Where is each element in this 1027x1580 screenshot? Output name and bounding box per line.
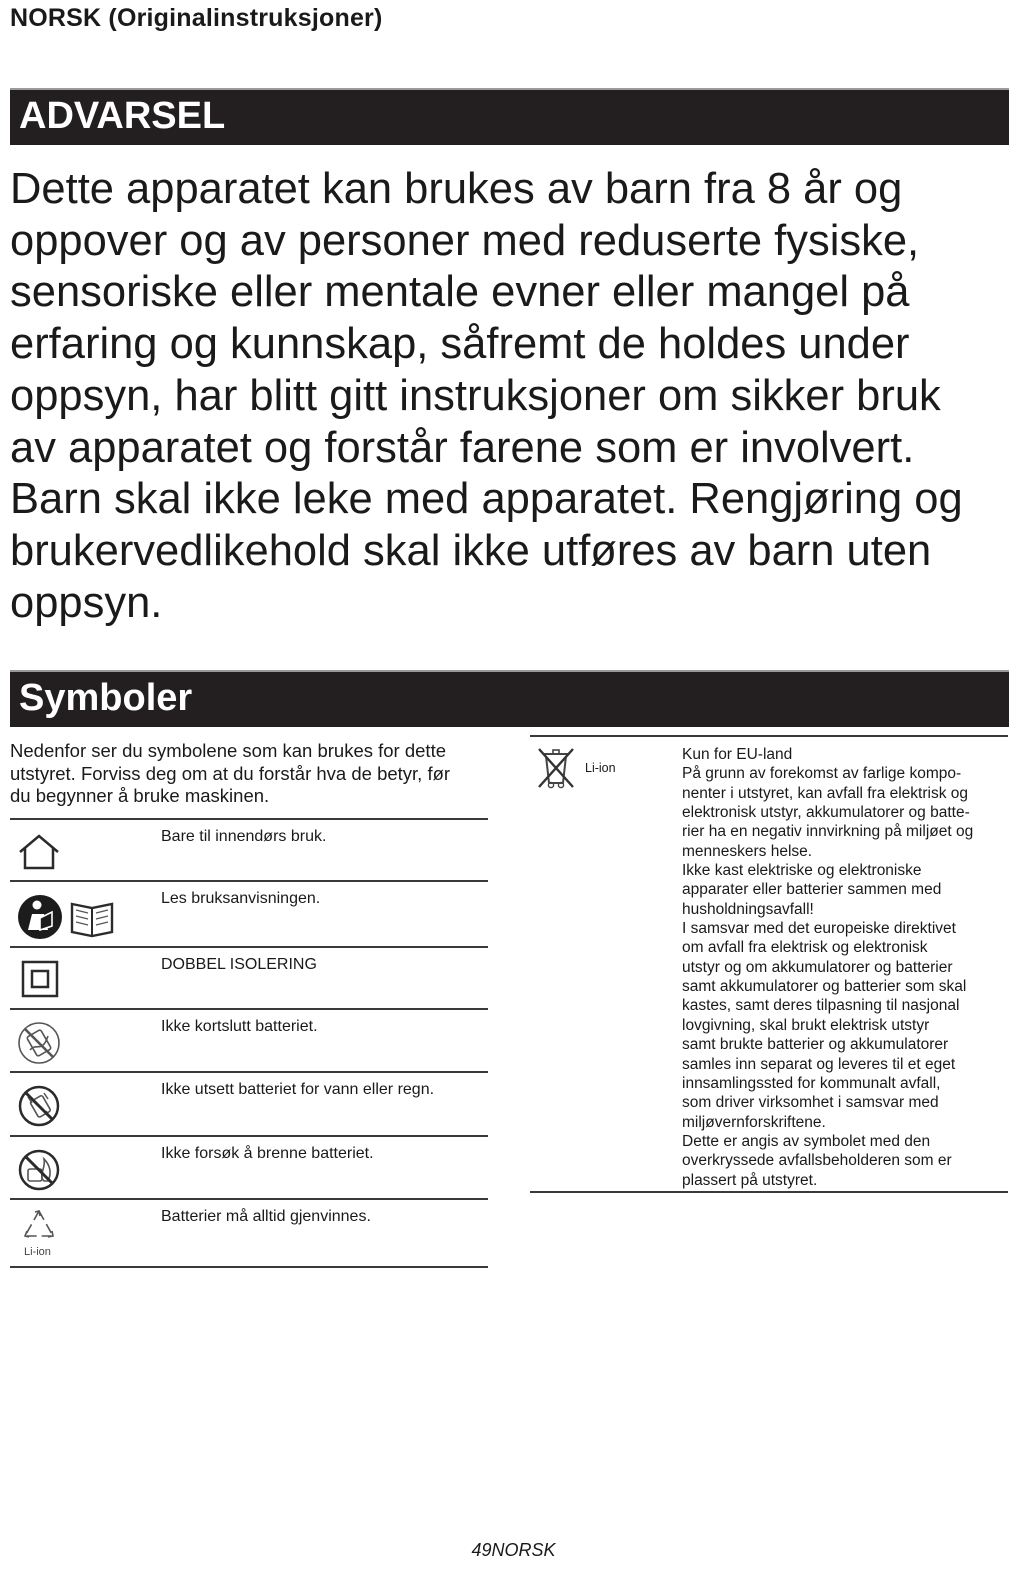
- symbol-text: Bare til innendørs bruk.: [161, 828, 327, 845]
- intro-line: du begynner å bruke maskinen.: [10, 785, 270, 806]
- symbol-text: DOBBEL ISOLERING: [161, 956, 317, 973]
- house-icon: [16, 832, 62, 872]
- warning-line: Barn skal ikke leke med apparatet. Rengjøring og: [10, 475, 963, 524]
- warning-heading: ADVARSEL: [19, 95, 226, 137]
- eu-text-line: samt brukte batterier og akkumulatorer: [682, 1036, 949, 1054]
- symbols-table: [10, 818, 488, 1268]
- recycle-icon: [16, 1208, 62, 1244]
- eu-text-line: som driver virksomhet i samsvar med: [682, 1094, 939, 1112]
- symbol-row-no-short-circuit: [10, 1008, 488, 1071]
- warning-line: oppsyn.: [10, 578, 163, 627]
- symbol-row-no-water: [10, 1071, 488, 1135]
- read-manual-icon: [16, 892, 116, 942]
- no-water-icon: [16, 1083, 62, 1129]
- eu-text-line: utstyr og om akkumulatorer og batterier: [682, 958, 953, 976]
- intro-line: Nedenfor ser du symbolene som kan brukes for dette: [10, 740, 447, 761]
- symbol-row-double-insulation: [10, 946, 488, 1008]
- symbol-row-recycle: [10, 1198, 488, 1268]
- warning-line: brukervedlikehold skal ikke utføres av barn uten: [10, 526, 932, 575]
- warning-text: [10, 164, 1010, 629]
- eu-text-line: innsamlingssted for kommunalt avfall,: [682, 1074, 941, 1092]
- eu-text-line: På grunn av forekomst av farlige kompo-: [682, 765, 962, 783]
- page-number: 49NORSK: [471, 1540, 556, 1560]
- recycle-icon-label: Li-ion: [24, 1246, 51, 1258]
- symbol-text: Ikke forsøk å brenne batteriet.: [161, 1145, 374, 1162]
- symbol-row-indoor: [10, 818, 488, 880]
- eu-disposal-text: [682, 745, 1002, 1190]
- symbols-heading: Symboler: [19, 677, 193, 719]
- warning-line: sensoriske eller mentale evner eller mangel på: [10, 268, 910, 317]
- symbol-row-no-fire: [10, 1135, 488, 1198]
- eu-text-line: elektronisk utstyr, akkumulatorer og batte-: [682, 804, 970, 822]
- warning-heading-bar: [10, 88, 1009, 145]
- eu-text-line: rier ha en negativ innvirkning på miljøet og: [682, 823, 974, 841]
- crossed-bin-icon: [535, 745, 579, 789]
- symbol-text: Batterier må alltid gjenvinnes.: [161, 1208, 371, 1225]
- double-insulation-icon: [16, 960, 62, 1000]
- eu-text-line: lovgivning, skal brukt elektrisk utstyr: [682, 1016, 930, 1034]
- symbol-text: Ikke kortslutt batteriet.: [161, 1018, 318, 1035]
- eu-disposal-block: [530, 735, 1008, 1193]
- eu-text-line: samles inn separat og leveres til et eget: [682, 1055, 956, 1073]
- warning-line: erfaring og kunnskap, såfremt de holdes under: [10, 320, 910, 369]
- symbol-text: Les bruksanvisningen.: [161, 890, 321, 907]
- eu-text-line: om avfall fra elektrisk og elektronisk: [682, 939, 928, 957]
- eu-text-line: plassert på utstyret.: [682, 1171, 818, 1189]
- eu-text-line: Dette er angis av symbolet med den: [682, 1132, 931, 1150]
- warning-line: Dette apparatet kan brukes av barn fra 8 år og: [10, 165, 903, 213]
- eu-text-line: overkryssede avfallsbeholderen som er: [682, 1152, 952, 1170]
- warning-line: oppsyn, har blitt gitt instruksjoner om sikker bruk: [10, 371, 941, 420]
- eu-text-line: kastes, samt deres tilpasning til nasjonal: [682, 997, 960, 1015]
- eu-text-line: Kun for EU-land: [682, 746, 793, 763]
- warning-line: oppover og av personer med reduserte fysiske,: [10, 216, 920, 265]
- symbols-intro: [10, 740, 490, 808]
- eu-text-line: nenter i utstyret, kan avfall fra elektrisk og: [682, 784, 969, 802]
- eu-text-line: menneskers helse.: [682, 842, 813, 860]
- eu-text-line: I samsvar med det europeiske direktivet: [682, 920, 956, 938]
- eu-text-line: Ikke kast elektriske og elektroniske: [682, 862, 922, 880]
- symbols-heading-bar: [10, 670, 1009, 727]
- eu-text-line: samt akkumulatorer og batterier som skal: [682, 978, 967, 996]
- no-fire-icon: [16, 1147, 62, 1193]
- eu-text-line: apparater eller batterier sammen med: [682, 881, 942, 899]
- page-language-title: NORSK (Originalinstruksjoner): [10, 4, 383, 32]
- symbol-row-manual: [10, 880, 488, 946]
- no-short-circuit-icon: [16, 1020, 62, 1066]
- intro-line: utstyret. Forviss deg om at du forstår hva de betyr, før: [10, 762, 451, 784]
- eu-text-line: miljøvernforskriftene.: [682, 1113, 826, 1131]
- crossed-bin-icon-label: Li-ion: [585, 761, 616, 775]
- symbol-text: Ikke utsett batteriet for vann eller regn.: [161, 1081, 435, 1098]
- eu-text-line: husholdningsavfall!: [682, 900, 814, 918]
- warning-line: av apparatet og forstår farene som er involvert.: [10, 423, 915, 472]
